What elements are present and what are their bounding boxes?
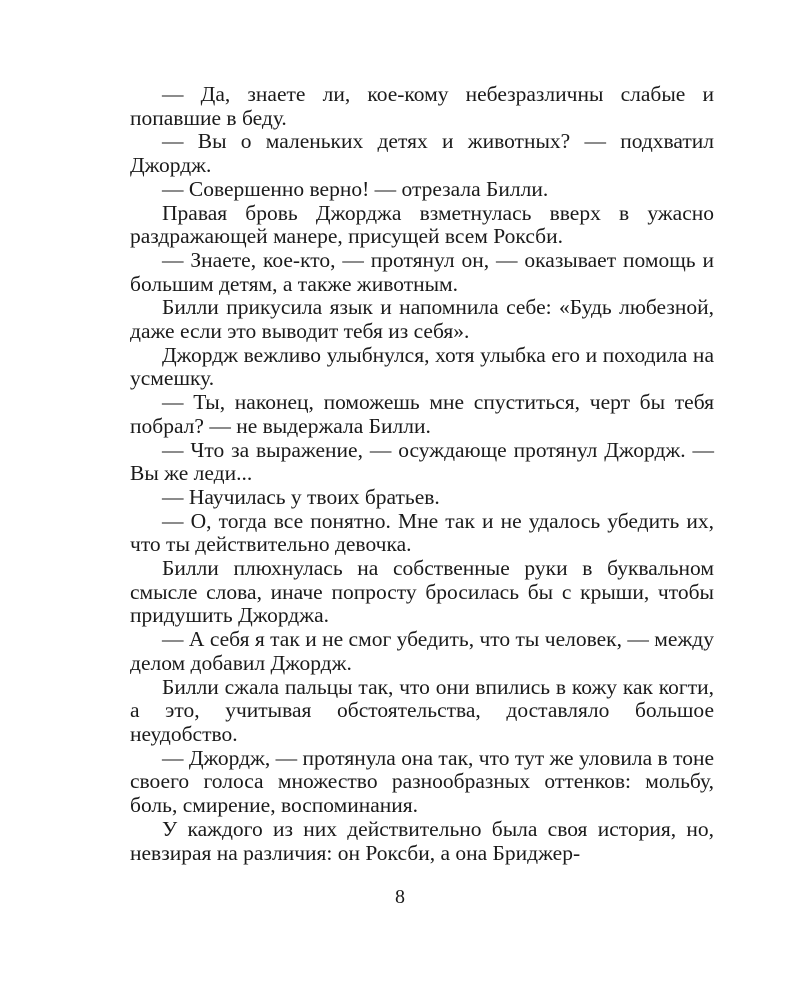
paragraph-3: — Совершенно верно! — отрезала Билли. (162, 176, 549, 201)
page-number: 8 (395, 886, 405, 908)
paragraph-15: — Джордж, — протянула она так, что тут же уловила в тоне своего голоса множество разнообразных оттенков: мольбу, боль, смирение, воспоминания. (130, 745, 714, 818)
paragraph-2: — Вы о маленьких детях и животных? — подхватил Джордж. (130, 129, 714, 178)
paragraph-4: Правая бровь Джорджа взметнулась вверх в ужасно раздражающей манере, присущей всем Роксби. (130, 200, 714, 249)
paragraph-5: — Знаете, кое-кто, — протянул он, — оказывает помощь и большим детям, а также животным. (130, 247, 714, 296)
paragraph-16: У каждого из них действительно была своя история, но, невзирая на различия: он Роксби, а она Бриджер- (130, 816, 714, 865)
paragraph-7: Джордж вежливо улыбнулся, хотя улыбка его и походила на усмешку. (130, 342, 714, 391)
paragraph-1: — Да, знаете ли, кое-кому небезразличны слабые и попавшие в беду. (130, 82, 714, 130)
paragraph-14: Билли сжала пальцы так, что они впились в кожу как когти, а это, учитывая обстоятельства, доставляло большое неудобство. (130, 674, 714, 746)
paragraph-10: — Научилась у твоих братьев. (162, 484, 440, 509)
paragraph-8: — Ты, наконец, поможешь мне спуститься, черт бы тебя побрал? — не выдержала Билли. (130, 390, 714, 438)
paragraph-9: — Что за выражение, — осуждающе протянул Джордж. — Вы же леди... (130, 437, 714, 486)
paragraph-13: — А себя я так и не смог убедить, что ты человек, — между делом добавил Джордж. (130, 627, 714, 675)
body-text (130, 83, 714, 865)
paragraph-11: — О, тогда все понятно. Мне так и не удалось убедить их, что ты действительно девочка. (130, 508, 714, 557)
paragraph-6: Билли прикусила язык и напомнила себе: «Будь любезной, даже если это выводит тебя из себя». (130, 295, 714, 344)
paragraph-12: Билли плюхнулась на собственные руки в буквальном смысле слова, иначе попросту бросилась бы с крыши, чтобы придушить Джорджа. (130, 556, 714, 628)
